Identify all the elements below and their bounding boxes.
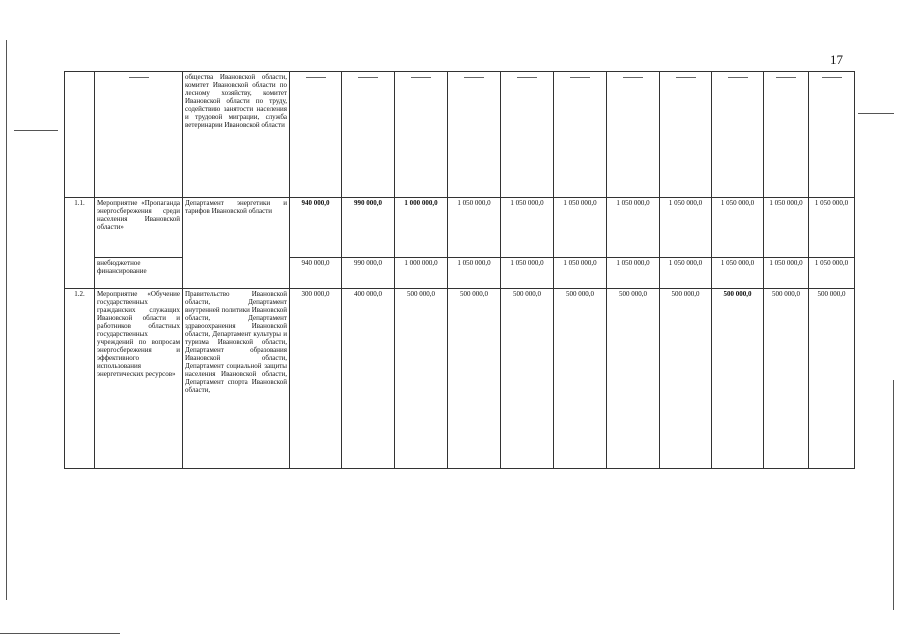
value-cell: 1 050 000,0 [554, 258, 607, 289]
executor-cell: Департамент энергетики и тарифов Ивановской области [183, 198, 290, 289]
table-row [65, 198, 855, 258]
value-cell: 500 000,0 [764, 289, 809, 469]
value-cell [809, 72, 855, 198]
value-cell: 1 050 000,0 [448, 198, 501, 258]
value-cell: 1 050 000,0 [809, 198, 855, 258]
value-cell: 500 000,0 [607, 289, 660, 469]
value-cell: 400 000,0 [342, 289, 395, 469]
left-margin-tick [14, 130, 58, 131]
value-cell: 500 000,0 [501, 289, 554, 469]
name-cell: внебюджетное финансирование [95, 258, 183, 289]
value-cell: 500 000,0 [395, 289, 448, 469]
value-cell: 1 050 000,0 [764, 258, 809, 289]
value-cell: 1 050 000,0 [712, 198, 764, 258]
value-cell: 940 000,0 [290, 258, 342, 289]
value-cell [764, 72, 809, 198]
value-cell: 990 000,0 [342, 198, 395, 258]
executor-cell: Правительство Ивановской области, Департамент внутренней политики Ивановской области, Департамент здравоохранения Ивановской области, Департамент культуры и туризма Ивановской области, Департамент образования Ивановской области, Департамент социальной защиты населения Ивановской области, Департамент спорта Ивановской области, [183, 289, 290, 469]
value-cell [395, 72, 448, 198]
value-cell: 1 050 000,0 [712, 258, 764, 289]
value-cell: 1 050 000,0 [501, 258, 554, 289]
value-cell: 1 050 000,0 [660, 258, 712, 289]
value-cell: 500 000,0 [660, 289, 712, 469]
value-cell [501, 72, 554, 198]
value-cell [290, 72, 342, 198]
value-cell: 1 050 000,0 [660, 198, 712, 258]
page-number: 17 [830, 52, 843, 67]
executor-cell: общества Ивановской области, комитет Ивановской области по лесному хозяйству, комитет Ивановской области по труду, содействию занятости населения и трудовой миграции, служба ветеринарии Ивановской области [183, 72, 290, 198]
value-cell [554, 72, 607, 198]
value-cell [448, 72, 501, 198]
value-cell: 1 050 000,0 [607, 258, 660, 289]
value-cell: 1 050 000,0 [448, 258, 501, 289]
value-cell: 500 000,0 [712, 289, 764, 469]
num-cell: 1.2. [65, 289, 95, 469]
value-cell: 1 050 000,0 [809, 258, 855, 289]
value-cell [660, 72, 712, 198]
table-row [65, 72, 855, 198]
value-cell: 1 000 000,0 [395, 198, 448, 258]
value-cell: 500 000,0 [809, 289, 855, 469]
value-cell: 990 000,0 [342, 258, 395, 289]
value-cell: 1 050 000,0 [501, 198, 554, 258]
bottom-margin-line [0, 633, 120, 634]
value-cell: 1 050 000,0 [554, 198, 607, 258]
table-row [65, 289, 855, 469]
value-cell [607, 72, 660, 198]
value-cell [342, 72, 395, 198]
num-cell [65, 72, 95, 198]
value-cell [712, 72, 764, 198]
num-cell: 1.1. [65, 198, 95, 289]
value-cell: 500 000,0 [554, 289, 607, 469]
left-margin-line [6, 40, 7, 600]
right-margin-line [893, 380, 894, 610]
value-cell: 1 050 000,0 [607, 198, 660, 258]
funding-table [64, 71, 855, 469]
value-cell: 1 000 000,0 [395, 258, 448, 289]
name-cell: Мероприятие «Пропаганда энергосбережения среди населения Ивановской области» [95, 198, 183, 258]
name-cell: Мероприятие «Обучение государственных гражданских служащих Ивановской области и работников областных государственных учреждений по вопросам энергосбережения и эффективного использования энергетических ресурсов» [95, 289, 183, 469]
value-cell: 500 000,0 [448, 289, 501, 469]
right-margin-tick [858, 113, 894, 114]
value-cell: 300 000,0 [290, 289, 342, 469]
name-cell [95, 72, 183, 198]
value-cell: 940 000,0 [290, 198, 342, 258]
value-cell: 1 050 000,0 [764, 198, 809, 258]
